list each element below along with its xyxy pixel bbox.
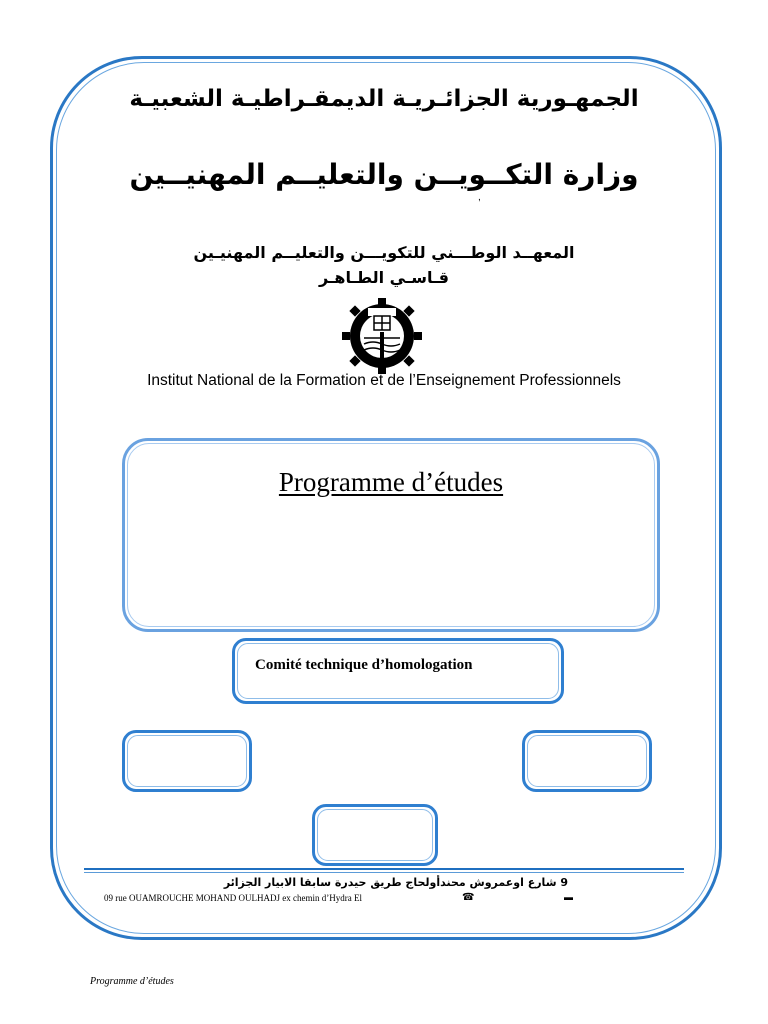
program-box <box>122 438 660 632</box>
program-title: Programme d’études <box>278 467 504 497</box>
fax-icon: ▬ <box>564 892 573 902</box>
institute-title-fr: Institut National de la Formation et de l’Enseignement Professionnels <box>147 372 621 389</box>
address-divider <box>84 868 684 870</box>
address-french: 09 rue OUAMROUCHE MOHAND OULHADJ ex chemin d’Hydra El <box>104 893 362 903</box>
republic-title: الجمهـورية الجزائـريـة الديمقـراطيـة الشعبيـة <box>129 86 639 112</box>
empty-box-center <box>312 804 438 866</box>
empty-box-left <box>122 730 252 792</box>
address-divider-inner <box>84 872 684 873</box>
institute-location-ar: قـاسـي الطـاهـر <box>319 268 449 287</box>
empty-box-right <box>522 730 652 792</box>
committee-label: Comité technique d’homologation <box>255 657 473 673</box>
address-arabic: 9 شارع اوعمروش محندأولحاج طريق حيدرة سابقا الابيار الجزائر <box>223 876 568 889</box>
telephone-icon: ☎ <box>462 892 475 903</box>
ministry-title: وزارة التكــويــن والتعليــم المهنيــين <box>129 158 639 191</box>
stray-mark: , <box>478 192 481 203</box>
page-footer: Programme d’études <box>90 976 174 987</box>
gear-emblem-icon <box>334 294 430 378</box>
institute-title-ar: المعهــد الوطـــني للتكويـــن والتعليــم المهنيـين <box>193 243 575 262</box>
committee-box <box>232 638 564 704</box>
